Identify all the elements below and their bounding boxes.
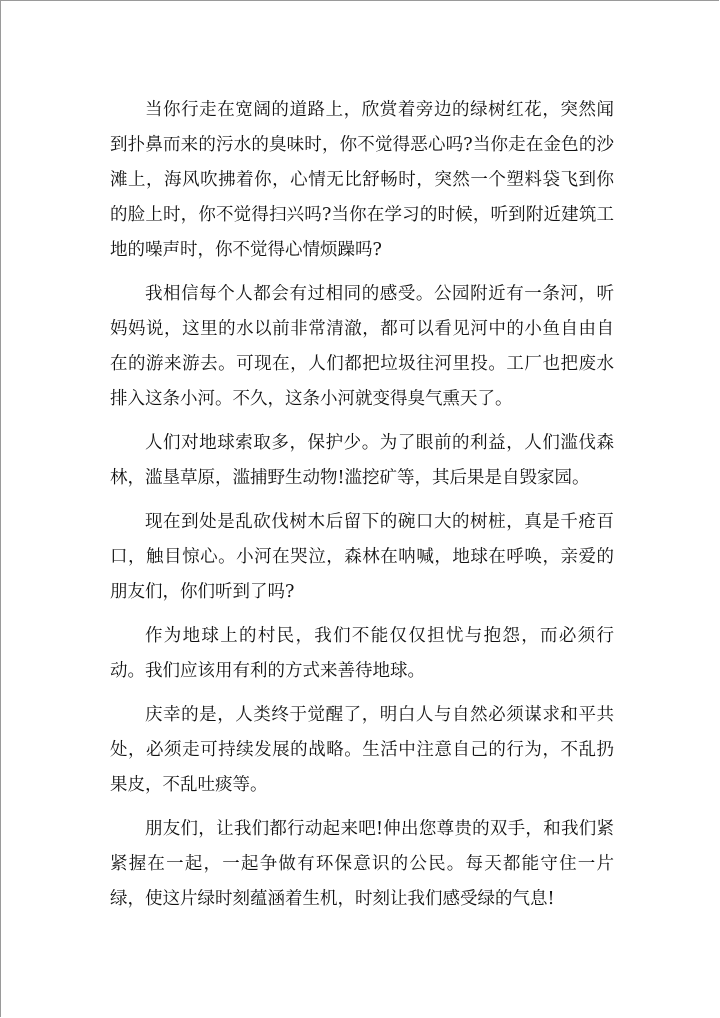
paragraph-4: 现在到处是乱砍伐树木后留下的碗口大的树桩，真是千疮百口，触目惊心。小河在哭泣，森林在呐喊，地球在呼唤，亲爱的朋友们，你们听到了吗? — [110, 512, 614, 602]
paragraph-1: 当你行走在宽阔的道路上，欣赏着旁边的绿树红花，突然闻到扑鼻而来的污水的臭味时，你不觉得恶心吗?当你走在金色的沙滩上，海风吹拂着你，心情无比舒畅时，突然一个塑料袋飞到你的脸上时，你不觉得扫兴吗?当你在学习的时候，听到附近建筑工地的噪声时，你不觉得心情烦躁吗? — [110, 100, 614, 260]
paragraph-5: 作为地球上的村民，我们不能仅仅担忧与抱怨，而必须行动。我们应该用有利的方式来善待地球。 — [110, 626, 614, 681]
paragraph-6: 庆幸的是，人类终于觉醒了，明白人与自然必须谋求和平共处，必须走可持续发展的战略。生活中注意自己的行为，不乱扔果皮，不乱吐痰等。 — [110, 705, 614, 795]
paragraph-7: 朋友们，让我们都行动起来吧!伸出您尊贵的双手，和我们紧紧握在一起，一起争做有环保意识的公民。每天都能守住一片绿，使这片绿时刻蕴涵着生机，时刻让我们感受绿的气息! — [110, 819, 614, 909]
document-body — [110, 93, 614, 926]
paragraph-2: 我相信每个人都会有过相同的感受。公园附近有一条河，听妈妈说，这里的水以前非常清澈，都可以看见河中的小鱼自由自在的游来游去。可现在，人们都把垃圾往河里投。工厂也把废水排入这条小河。不久，这条小河就变得臭气熏天了。 — [110, 284, 614, 409]
paragraph-3: 人们对地球索取多，保护少。为了眼前的利益，人们滥伐森林，滥垦草原，滥捕野生动物!滥挖矿等，其后果是自毁家园。 — [110, 433, 614, 488]
